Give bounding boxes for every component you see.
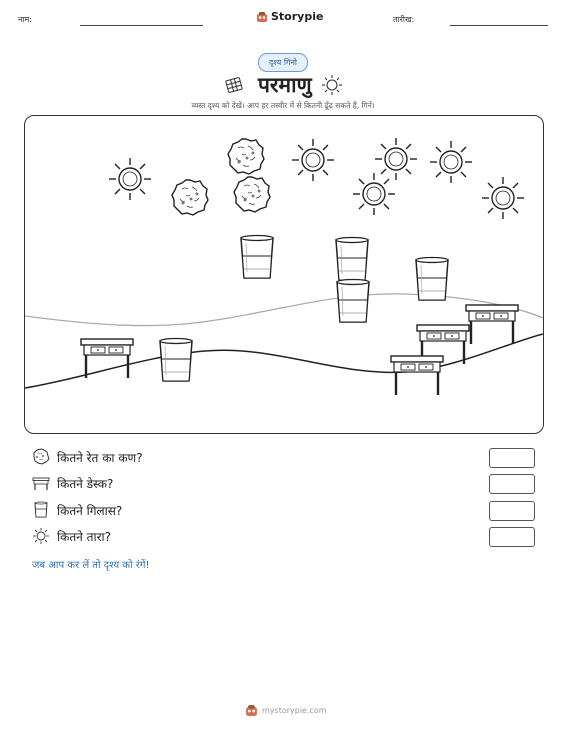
question-text: कितने डेस्क? — [57, 477, 114, 491]
sand-grain — [228, 139, 264, 174]
star — [482, 177, 524, 219]
question-text: कितने गिलास? — [57, 504, 123, 518]
answer-box-glass[interactable] — [489, 501, 535, 521]
desk — [466, 305, 518, 344]
glass — [160, 339, 192, 382]
name-field[interactable] — [80, 25, 203, 26]
coloring-instruction: जब आप कर लें तो दृश्य को रंगें! — [32, 560, 150, 571]
question-row — [32, 527, 542, 547]
star — [353, 173, 395, 215]
storypie-logo-icon — [256, 11, 268, 23]
sand-grain-icon — [32, 448, 50, 466]
brand-logo — [256, 10, 323, 23]
answer-box-desk[interactable] — [489, 474, 535, 494]
question-text: कितने तारा? — [57, 530, 111, 544]
glass — [337, 280, 369, 323]
star — [109, 158, 151, 200]
question-row — [32, 448, 542, 468]
desk — [81, 339, 133, 378]
storypie-logo-icon — [245, 704, 258, 717]
star — [292, 139, 334, 181]
sand-grain — [172, 180, 208, 215]
glass — [241, 236, 273, 279]
star-icon — [32, 527, 50, 545]
star — [375, 138, 417, 180]
instructions: व्यस्त दृश्य को देखें। आप हर तस्वीर में से कितनी ढूँढ़ सकते हैं, गिनें। — [191, 101, 375, 110]
name-label: नाम: — [18, 15, 32, 24]
glass-icon — [32, 501, 50, 519]
page-title: परमाणु — [258, 73, 312, 97]
glass — [336, 238, 368, 281]
counting-scene — [24, 115, 544, 434]
category-badge: दृश्य गिनो — [258, 53, 308, 72]
answer-box-sand[interactable] — [489, 448, 535, 468]
title-star-icon — [321, 74, 343, 96]
title-left-icon — [224, 75, 244, 95]
title-row — [0, 72, 566, 98]
brand-name: Storypie — [271, 10, 324, 23]
footer — [245, 704, 327, 717]
footer-site[interactable]: mystorypie.com — [262, 706, 327, 715]
glass — [416, 258, 448, 301]
desk — [391, 356, 443, 395]
question-row — [32, 474, 542, 494]
date-label: तारीख: — [393, 15, 415, 24]
desk-icon — [32, 474, 50, 492]
date-field[interactable] — [450, 25, 548, 26]
answer-box-star[interactable] — [489, 527, 535, 547]
star — [430, 141, 472, 183]
sand-grain — [234, 177, 270, 212]
question-text: कितने रेत का कण? — [57, 451, 143, 465]
question-row — [32, 501, 542, 521]
